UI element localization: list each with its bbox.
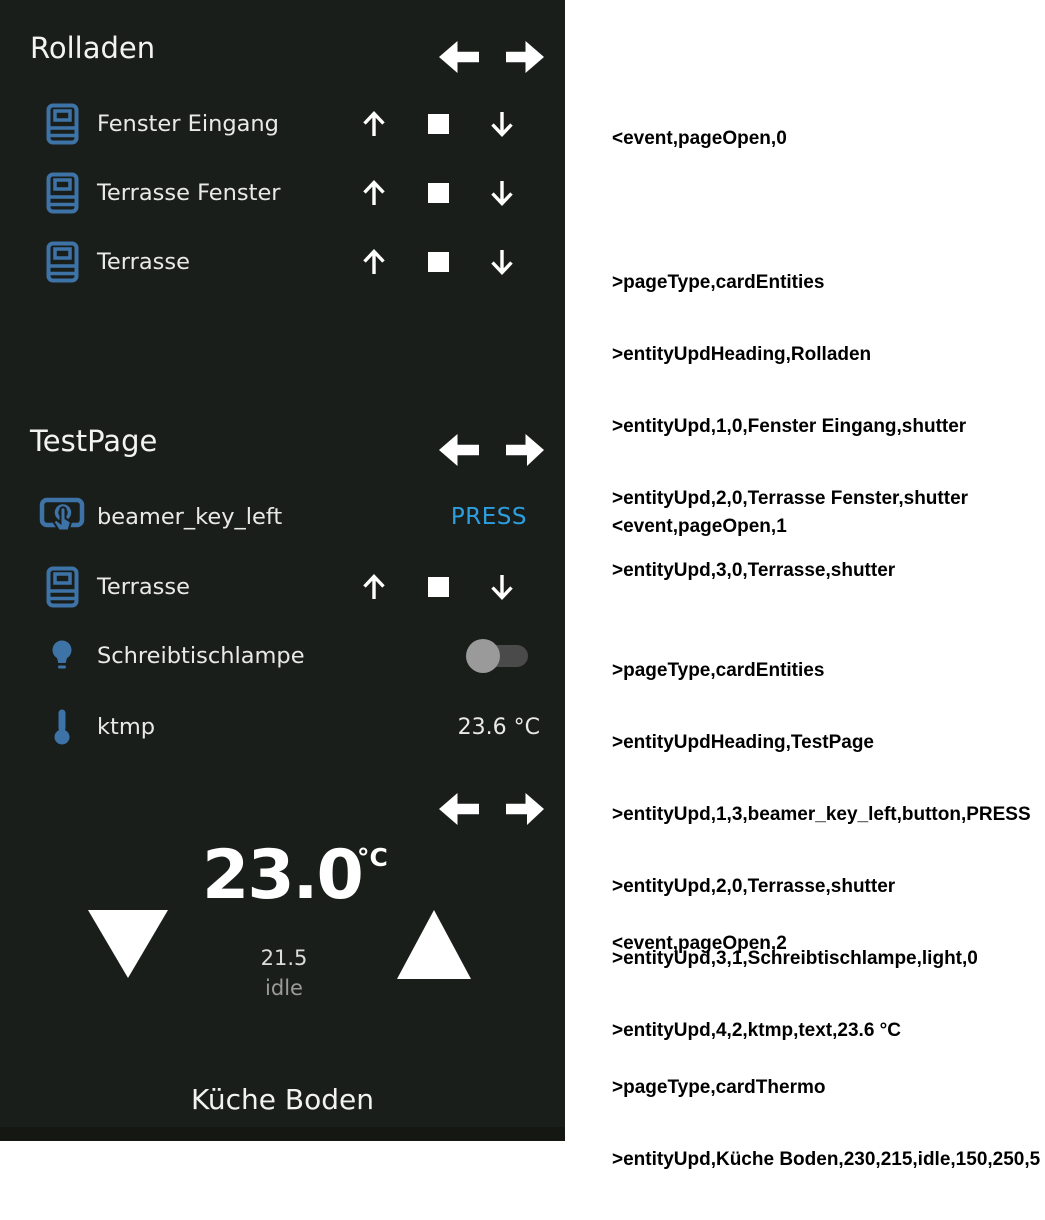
log-line: >entityUpdHeading,Rolladen [612,344,872,365]
log-line: >entityUpd,1,0,Fenster Eingang,shutter [612,416,967,437]
down-arrow-icon [487,109,517,139]
entity-label: ktmp [97,714,156,740]
entity-row-terrasse-2 [30,562,540,612]
nav-left-arrow-button[interactable] [438,32,479,82]
thermostat-entity-name: Küche Boden [190,1083,375,1116]
card-rolladen-title: Rolladen [30,31,156,65]
log-line: >pageType,cardEntities [612,272,825,293]
entity-row-terrasse-fenster [30,168,540,218]
stop-square-icon [428,183,449,203]
nav-left-arrow-button[interactable] [438,784,479,834]
card-rolladen-nav [438,32,545,82]
window-shutter-icon [45,103,79,145]
nav-right-arrow-button[interactable] [506,32,545,82]
shutter-down-button[interactable] [488,237,516,287]
setpoint-down-button[interactable] [88,910,168,982]
shutter-controls [360,99,516,149]
log-line: >entityUpd,3,1,Schreibtischlampe,light,0 [612,948,978,969]
entity-label: Fenster Eingang [97,111,279,137]
protocol-log-page2 [612,884,1040,1220]
nav-right-arrow-button[interactable] [506,425,545,475]
entity-row-fenster-eingang [30,99,540,149]
shutter-stop-button[interactable] [424,168,452,218]
window-shutter-icon [45,241,79,283]
up-arrow-icon [359,178,389,208]
temperature-unit: °C [357,843,388,872]
card-testpage-nav [438,425,545,475]
arrow-right-icon [506,432,545,468]
down-arrow-icon [487,247,517,277]
log-gap [612,587,1031,611]
up-arrow-icon [359,247,389,277]
log-gap [612,199,968,223]
entity-row-schreibtischlampe [30,631,540,681]
lightbulb-icon [45,639,79,673]
log-line: <event,pageOpen,1 [612,516,787,537]
window-shutter-icon [45,566,79,608]
log-line: >entityUpdHeading,TestPage [612,732,875,753]
entity-label: Terrasse Fenster [97,180,281,206]
up-arrow-icon [359,109,389,139]
triangle-down-icon [88,910,168,978]
thermostat-state: idle [265,976,303,1000]
shutter-up-button[interactable] [360,168,388,218]
log-line: >pageType,cardThermo [612,1077,826,1098]
log-line: >entityUpd,4,2,ktmp,text,23.6 °C [612,1020,901,1041]
down-arrow-icon [487,572,517,602]
gesture-tap-button-icon [45,497,79,537]
press-button[interactable]: PRESS [450,504,527,530]
shutter-down-button[interactable] [488,168,516,218]
down-arrow-icon [487,178,517,208]
nav-left-arrow-button[interactable] [438,425,479,475]
shutter-controls [360,168,516,218]
current-temperature: 23.0 [202,836,362,915]
card-testpage-title: TestPage [30,424,158,458]
log-line: >entityUpd,Küche Boden,230,215,idle,150,250,5 [612,1149,1041,1170]
shutter-up-button[interactable] [360,562,388,612]
setpoint-up-button[interactable] [397,910,471,983]
entity-row-beamer-key-left [30,492,540,542]
setpoint-temperature: 21.5 [260,946,308,970]
up-arrow-icon [359,572,389,602]
shutter-up-button[interactable] [360,237,388,287]
shutter-stop-button[interactable] [424,99,452,149]
log-line: <event,pageOpen,2 [612,933,787,954]
log-line: >pageType,cardEntities [612,660,825,681]
text-entity-value: 23.6 °C [457,714,540,740]
entity-label: Terrasse [97,574,190,600]
nav-right-arrow-button[interactable] [506,784,545,834]
arrow-right-icon [506,39,545,75]
arrow-right-icon [506,791,545,827]
window-shutter-icon [45,172,79,214]
arrow-left-icon [438,791,479,827]
log-gap [612,1004,1040,1028]
shutter-stop-button[interactable] [424,562,452,612]
log-line: >entityUpd,3,0,Terrasse,shutter [612,560,896,581]
shutter-stop-button[interactable] [424,237,452,287]
shutter-down-button[interactable] [488,562,516,612]
log-line: <event,pageOpen,0 [612,128,787,149]
arrow-left-icon [438,39,479,75]
shutter-up-button[interactable] [360,99,388,149]
entity-row-terrasse [30,237,540,287]
thermometer-icon [45,708,79,746]
stop-square-icon [428,114,449,134]
entity-label: Schreibtischlampe [97,643,305,669]
entity-row-ktmp [30,702,540,752]
log-line: >entityUpd,2,0,Terrasse,shutter [612,876,896,897]
triangle-up-icon [397,910,471,979]
shutter-controls [360,562,516,612]
shutter-controls [360,237,516,287]
entity-label: Terrasse [97,249,190,275]
arrow-left-icon [438,432,479,468]
shutter-down-button[interactable] [488,99,516,149]
light-toggle-switch[interactable] [468,645,528,667]
stop-square-icon [428,252,449,272]
card-thermo-nav [438,784,545,834]
entity-label: beamer_key_left [97,504,283,530]
stop-square-icon [428,577,449,597]
panel-bottom-strip [0,1127,565,1141]
log-line: >entityUpd,1,3,beamer_key_left,button,PRESS [612,804,1031,825]
toggle-knob [466,639,500,673]
log-line: >entityUpd,2,0,Terrasse Fenster,shutter [612,488,969,509]
